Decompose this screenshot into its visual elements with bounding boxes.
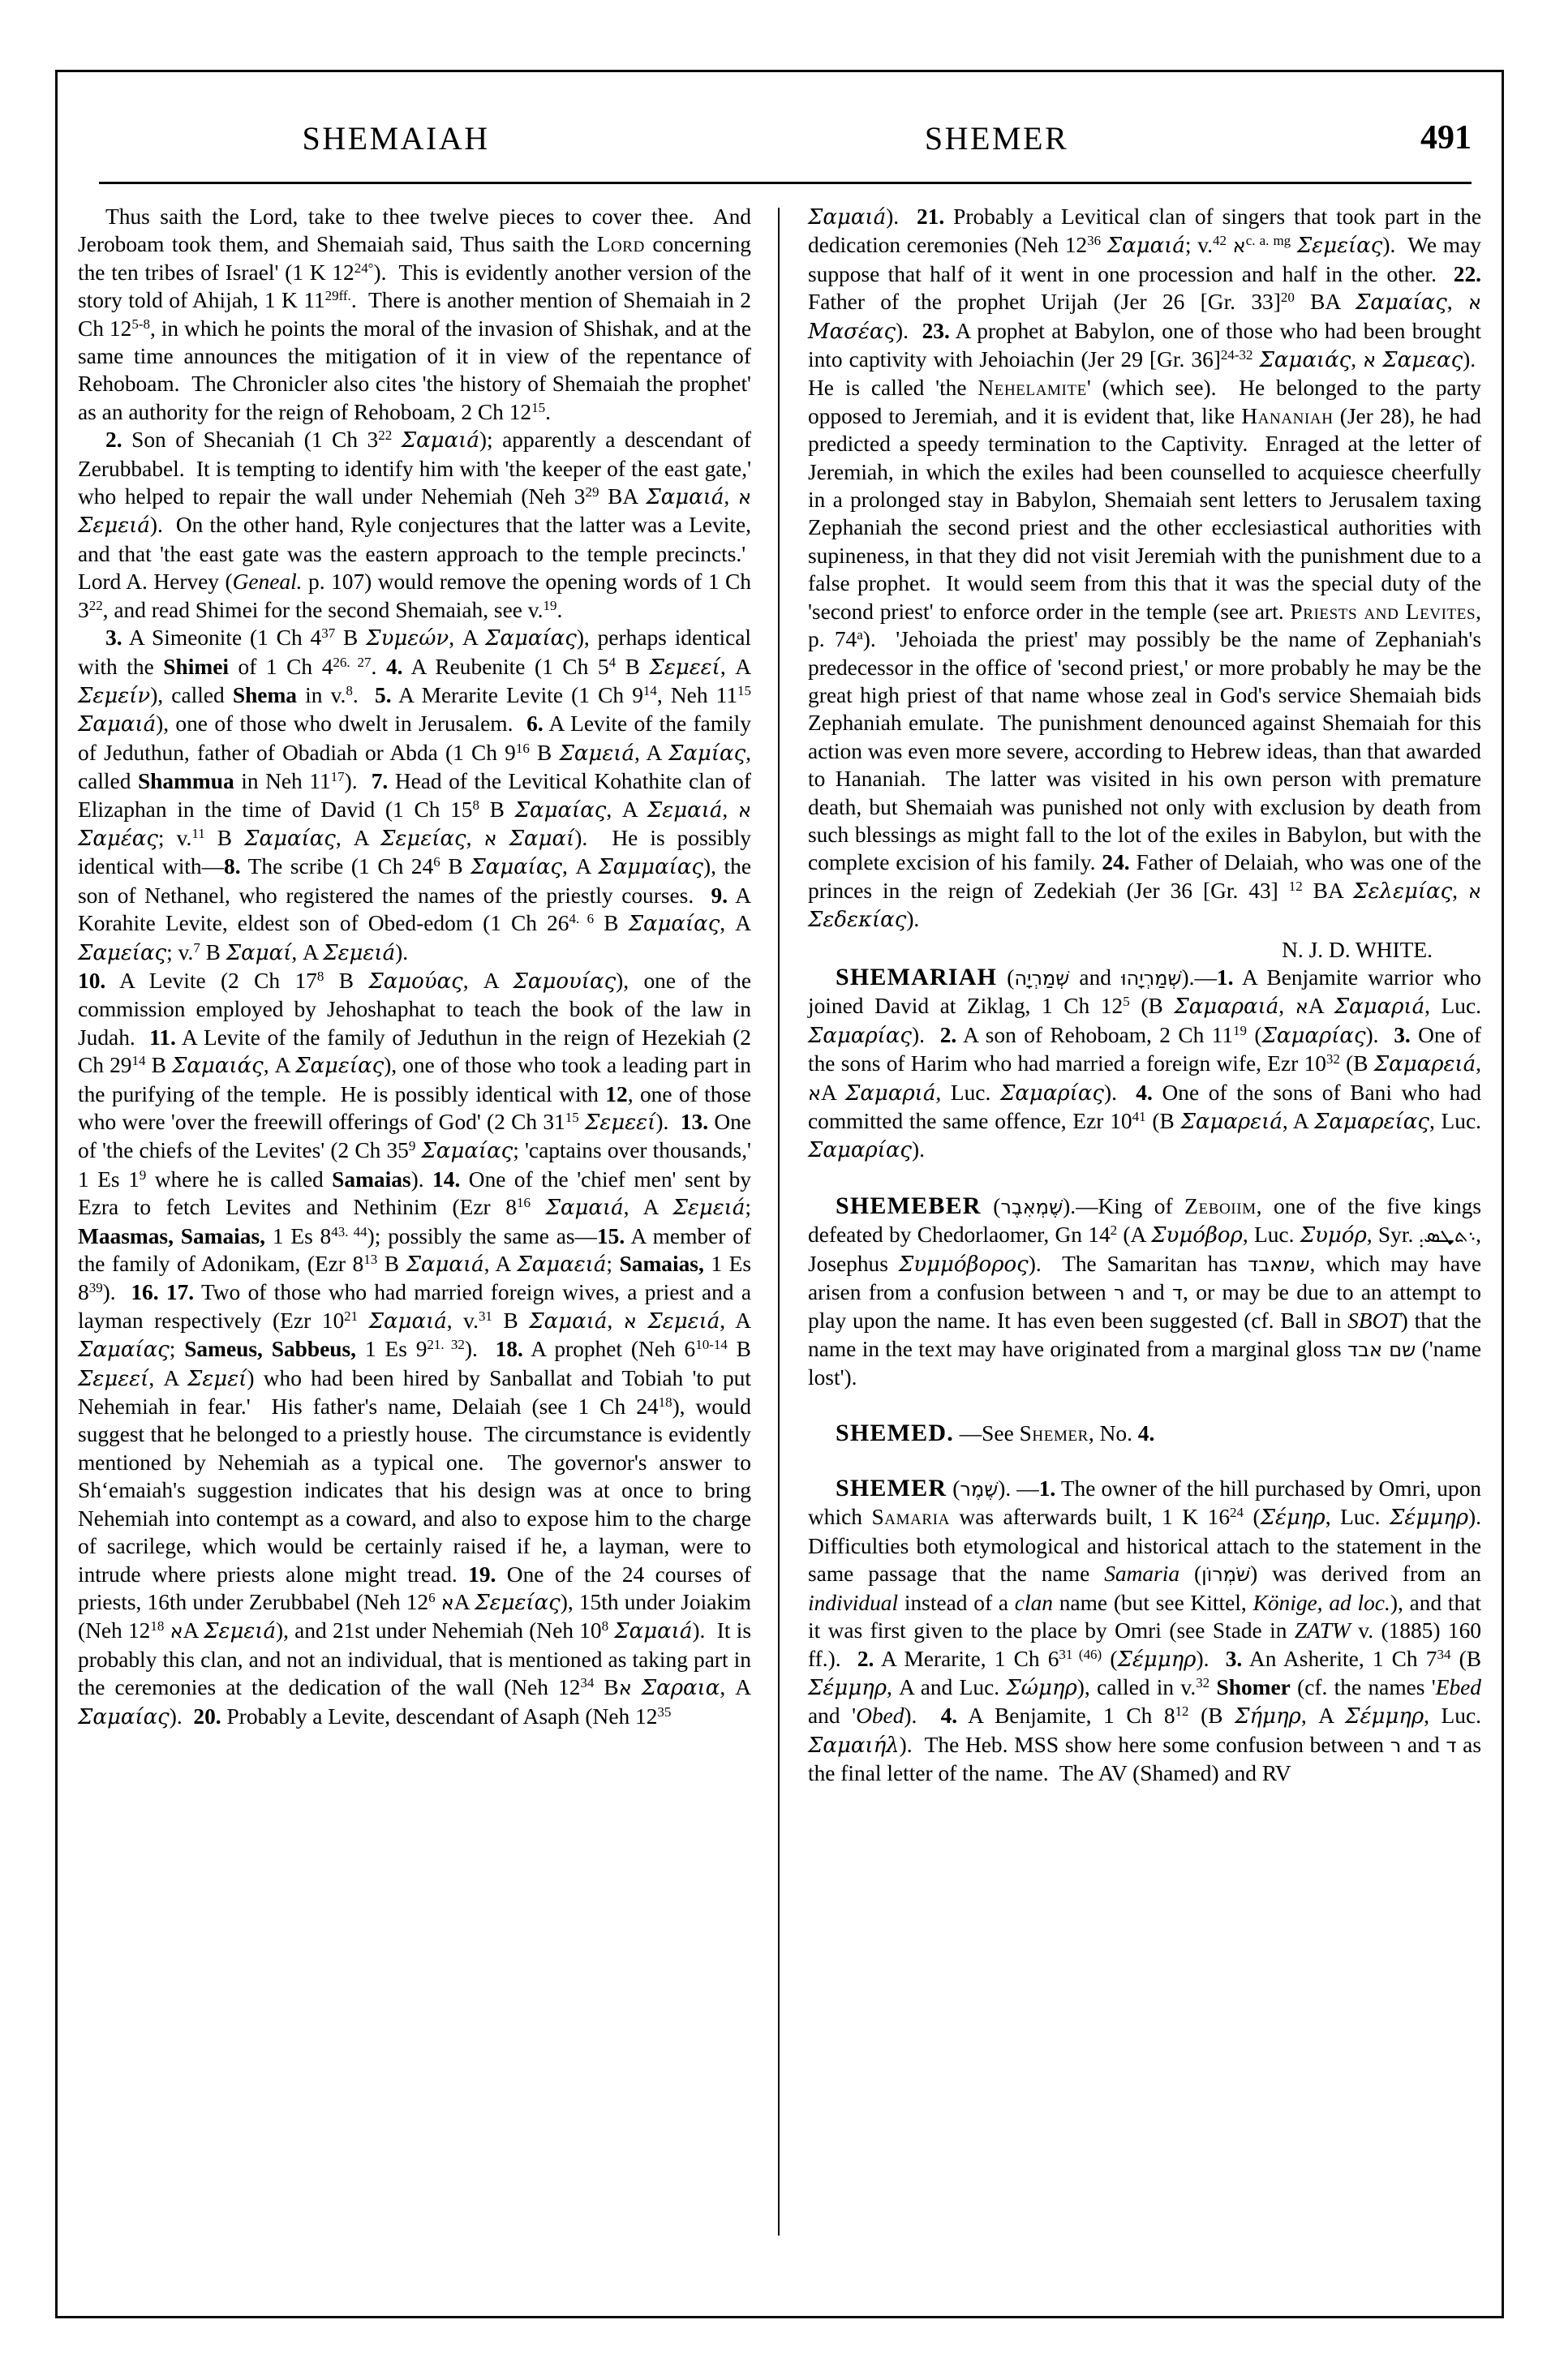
running-head-center-title: SHEMER: [924, 120, 1069, 157]
entry-shemeber: [808, 1192, 1481, 1392]
two-column-body: [78, 203, 1481, 2288]
entry-body-shemeber: (שֶׁמְאִבֶר).—King of Zeboiim, one of the five kings defeated by Chedorlaomer, Gn $14^2$ (A Συμόβορ, Luc. Συμόρ, Syr. ܈ܬܜܣ܄, Josephus Συμμόβορος). The Samaritan has שמאבד, which may have arisen from a confusion between ר and ד, or may be due to an attempt to play upon the name. It has even been suggested (cf. Ball in SBOT) that the name in the text may have originated from a marginal gloss שם אבד ('name lost').: [808, 1193, 1481, 1390]
entry-shemed: [808, 1420, 1481, 1447]
paragraph-shemaiah-3-to-9: 3. A Simeonite (1 Ch $4^{37}$ B Συμεών, A Σαμαίας), perhaps identical with the Shimei of 1 Ch $4^{26. 27}$. 4. A Reubenite (1 Ch $5^4$ B Σεμεεί, A Σεμείν), called Shema in v.$^8$. 5. A Merarite Levite (1 Ch $9^{14}$, Neh $11^{15}$ Σαμαιá), one of those who dwelt in Jerusalem. 6. A Levite of the family of Jeduthun, father of Obadiah or Abda (1 Ch $9^{16}$ B Σαμειá, A Σαμίας, called Shammua in Neh $11^{17}$). 7. Head of the Levitical Kohathite clan of Elizaphan in the time of David (1 Ch $15^8$ B Σαμαίας, A Σεμαιá, א Σαμέας; v.$^{11}$ B Σαμαίας, A Σεμείας, א Σαμαί). He is possibly identical with—8. The scribe (1 Ch $24^6$ B Σαμαίας, A Σαμμαίας), the son of Nethanel, who registered the names of the priestly courses. 9. A Korahite Levite, eldest son of Obed-edom (1 Ch $26^{4. 6}$ B Σαμαίας, A Σαμείας; v.$^7$ B Σαμαί, A Σεμειá).: [78, 625, 752, 965]
entry-headword-shemed: SHEMED.: [836, 1419, 954, 1446]
entry-headword-shemeber: SHEMEBER: [836, 1192, 982, 1219]
paragraph-shemaiah-2: 2. Son of Shecaniah (1 Ch $3^{22}$ Σαμαιá); apparently a descendant of Zerubbabel. It is tempting to identify him with 'the keeper of the east gate,' who helped to repair the wall under Nehemiah (Neh $3^{29}$ BA Σαμαιá, א Σεμειá). On the other hand, Ryle conjectures that the latter was a Levite, and that 'the east gate was the eastern approach to the temple precincts.' Lord A. Hervey (Geneal. p. 107) would remove the opening words of 1 Ch $3^{22}$, and read Shimei for the second Shemaiah, see v.$^{19}$.: [78, 427, 752, 622]
left-text-column: [78, 203, 751, 2288]
entry-body-shemariah: (שְׁמַרְיָה and שְׁמַרְיָהוּ).—1. A Benjamite warrior who joined David at Ziklag, 1 Ch $12^5$ (B Σαμαραιá, אA Σαμαριá, Luc. Σαμαρίας). 2. A son of Rehoboam, 2 Ch $11^{19}$ (Σαμαρίας). 3. One of the sons of Harim who had married a foreign wife, Ezr $10^{32}$ (B Σαμαρειá, אA Σαμαριá, Luc. Σαμαρίας). 4. One of the sons of Bani who had committed the same offence, Ezr $10^{41}$ (B Σαμαρειá, A Σαμαρείας, Luc. Σαμαρίας).: [808, 964, 1482, 1163]
entry-headword-shemariah: SHEMARIAH: [836, 963, 998, 990]
running-head: [75, 88, 1486, 157]
entry-body-shemer: (שֶׁמֶר). —1. The owner of the hill purchased by Omri, upon which Samaria was afterwards built, 1 K $16^{24}$ (Σέμηρ, Luc. Σέμμηρ). Difficulties both etymological and historical attach to the statement in the same passage that the name Samaria (שֹׁמְרוֹן) was derived from an individual instead of a clan name (but see Kittel, Könige, ad loc.), and that it was first given to the place by Omri (see Stade in ZATW v. (1885) 160 ff.). 2. A Merarite, 1 Ch $6^{31 (46)}$ (Σέμμηρ). 3. An Asherite, 1 Ch $7^{34}$ (B Σέμμηρ, A and Luc. Σώμηρ), called in v.$^{32}$ Shomer (cf. the names 'Ebed and 'Obed). 4. A Benjamite, 1 Ch $8^{12}$ (B Σήμηρ, A Σέμμηρ, Luc. Σαμαιήλ). The Heb. MSS show here some confusion between ר and ד as the final letter of the name. The AV (Shamed) and RV: [808, 1476, 1481, 1786]
paragraph-shemaiah-10-to-20: 10. A Levite (2 Ch $17^8$ B Σαμούας, A Σαμουίας), one of the commission employed by Jehoshaphat to teach the book of the law in Judah. 11. A Levite of the family of Jeduthun in the reign of Hezekiah (2 Ch $29^{14}$ B Σαμαιάς, A Σαμείας), one of those who took a leading part in the purifying of the temple. He is possibly identical with 12, one of those who were 'over the freewill offerings of God' (2 Ch $31^{15}$ Σεμεεί). 13. One of 'the chiefs of the Levites' (2 Ch $35^9$ Σαμαίας; 'captains over thousands,' 1 Es $1^9$ where he is called Samaias). 14. One of the 'chief men' sent by Ezra to fetch Levites and Nethinim (Ezr $8^{16}$ Σαμαιá, A Σεμειá; Maasmas, Samaias, 1 Es $8^{43. 44}$); possibly the same as—15. A member of the family of Adonikam, (Ezr $8^{13}$ B Σαμαιá, A Σαμαειá; Samaias, 1 Es $8^{39}$). 16. 17. Two of those who had married foreign wives, a priest and a layman respectively (Ezr $10^{21}$ Σαμαιá, v.$^{31}$ B Σαμαιá, א Σεμειá, A Σαμαίας; Sameus, Sabbeus, 1 Es $9^{21. 32}$). 18. A prophet (Neh 6$^{10-14}$ B Σεμεεί, A Σεμεί) who had been hired by Sanballat and Tobiah 'to put Nehemiah in fear.' His father's name, Delaiah (see 1 Ch $24^{18}$), would suggest that he belonged to a priestly house. The circumstance is evidently mentioned by Nehemiah as a typical one. The governor's answer to Sh‘emaiah's suggestion indicates that his design was at once to bring Nehemiah into contempt as a coward, and also to expose him to the charge of sacrilege, which would be certainly raised if he, a layman, were to intrude where priests alone might tread. 19. One of the 24 courses of priests, 16th under Zerubbabel (Neh $12^6$ אA Σεμείας), 15th under Joiakim (Neh $12^{18}$ אA Σεμειá), and 21st under Nehemiah (Neh $10^8$ Σαμαιá). It is probably this clan, and not an individual, that is mentioned as taking part in the ceremonies at the dedication of the wall (Neh $12^{34}$ Bא Σαραια, A Σαμαίας). 20. Probably a Levite, descendant of Asaph (Neh $12^{35}$: [78, 968, 752, 1729]
paragraph-shemaiah-21-to-24: Σαμαιá). 21. Probably a Levitical clan of singers that took part in the dedication ceremonies (Neh $12^{36}$ Σαμαιá; v.$^{42}$ א$^{c. a. mg}$ Σεμείας). We may suppose that half of it went in one procession and half in the other. 22. Father of the prophet Urijah (Jer 26 [Gr. 33]$^{20}$ BA Σαμαίας, א Μασέας). 23. A prophet at Babylon, one of those who had been brought into captivity with Jehoiachin (Jer 29 [Gr. 36]$^{24-32}$ Σαμαιάς, א Σαμεας). He is called 'the Nehelamite' (which see). He belonged to the party opposed to Jeremiah, and it is evident that, like Hananiah (Jer 28), he had predicted a speedy termination to the Captivity. Enraged at the letter of Jeremiah, in which the exiles had been counselled to acquiesce cheerfully in a prolonged stay in Babylon, Shemaiah sent letters to Jerusalem taxing Zephaniah the second priest and the other ecclesiastical authorities with supineness, in that they did not visit Jeremiah with the punishment due to a false prophet. It would seem from this that it was the special duty of the 'second priest' to enforce order in the temple (see art. Priests and Levites, p. 74$^a$). 'Jehoiada the priest' may possibly be the name of Zephaniah's predecessor in the office of 'second priest,' or more probably he may be the great high priest of that name whose zeal in God's service Shemaiah bids Zephaniah emulate. The punishment denounced against Shemaiah for this action was even more severe, according to Hebrew ideas, than that awarded to Hananiah. The latter was visited in his own person with premature death, but Shemaiah was punished not only with exclusion by death from such blessings as might fall to the lot of the exiles in Babylon, but with the complete excision of his family. 24. Father of Delaiah, who was one of the princes in the reign of Zedekiah (Jer 36 [Gr. 43] $^{12}$ BA Σελεμίας, א Σεδεκίας).: [808, 204, 1482, 933]
column-divider: [751, 203, 808, 2288]
page-number: 491: [1420, 119, 1472, 157]
article-signature: N. J. D. WHITE.: [1282, 937, 1433, 962]
running-head-left-title: SHEMAIAH: [302, 120, 490, 157]
entry-shemer: [808, 1475, 1481, 1787]
entry-body-shemed: —See Shemer, No. 4.: [959, 1420, 1155, 1446]
header-rule: [99, 182, 1472, 184]
entry-headword-shemer: SHEMER: [836, 1475, 947, 1502]
right-text-column: [808, 203, 1481, 2288]
entry-shemariah: [808, 964, 1481, 1165]
paragraph-shemaiah-1-continued: Thus saith the Lord, take to thee twelve pieces to cover thee. And Jeroboam took them, and Shemaiah said, Thus saith the Lord concerning the ten tribes of Israel' (1 K $12^{24^\circ}$). This is evidently another version of the story told of Ahijah, 1 K $11^{29ff.}$. There is another mention of Shemaiah in 2 Ch 12$^{5-8}$, in which he points the moral of the invasion of Shishak, and at the same time announces the mitigation of it in view of the repentance of Rehoboam. The Chronicler also cites 'the history of Shemaiah the prophet' as an authority for the reign of Rehoboam, 2 Ch $12^{15}$.: [78, 204, 751, 424]
